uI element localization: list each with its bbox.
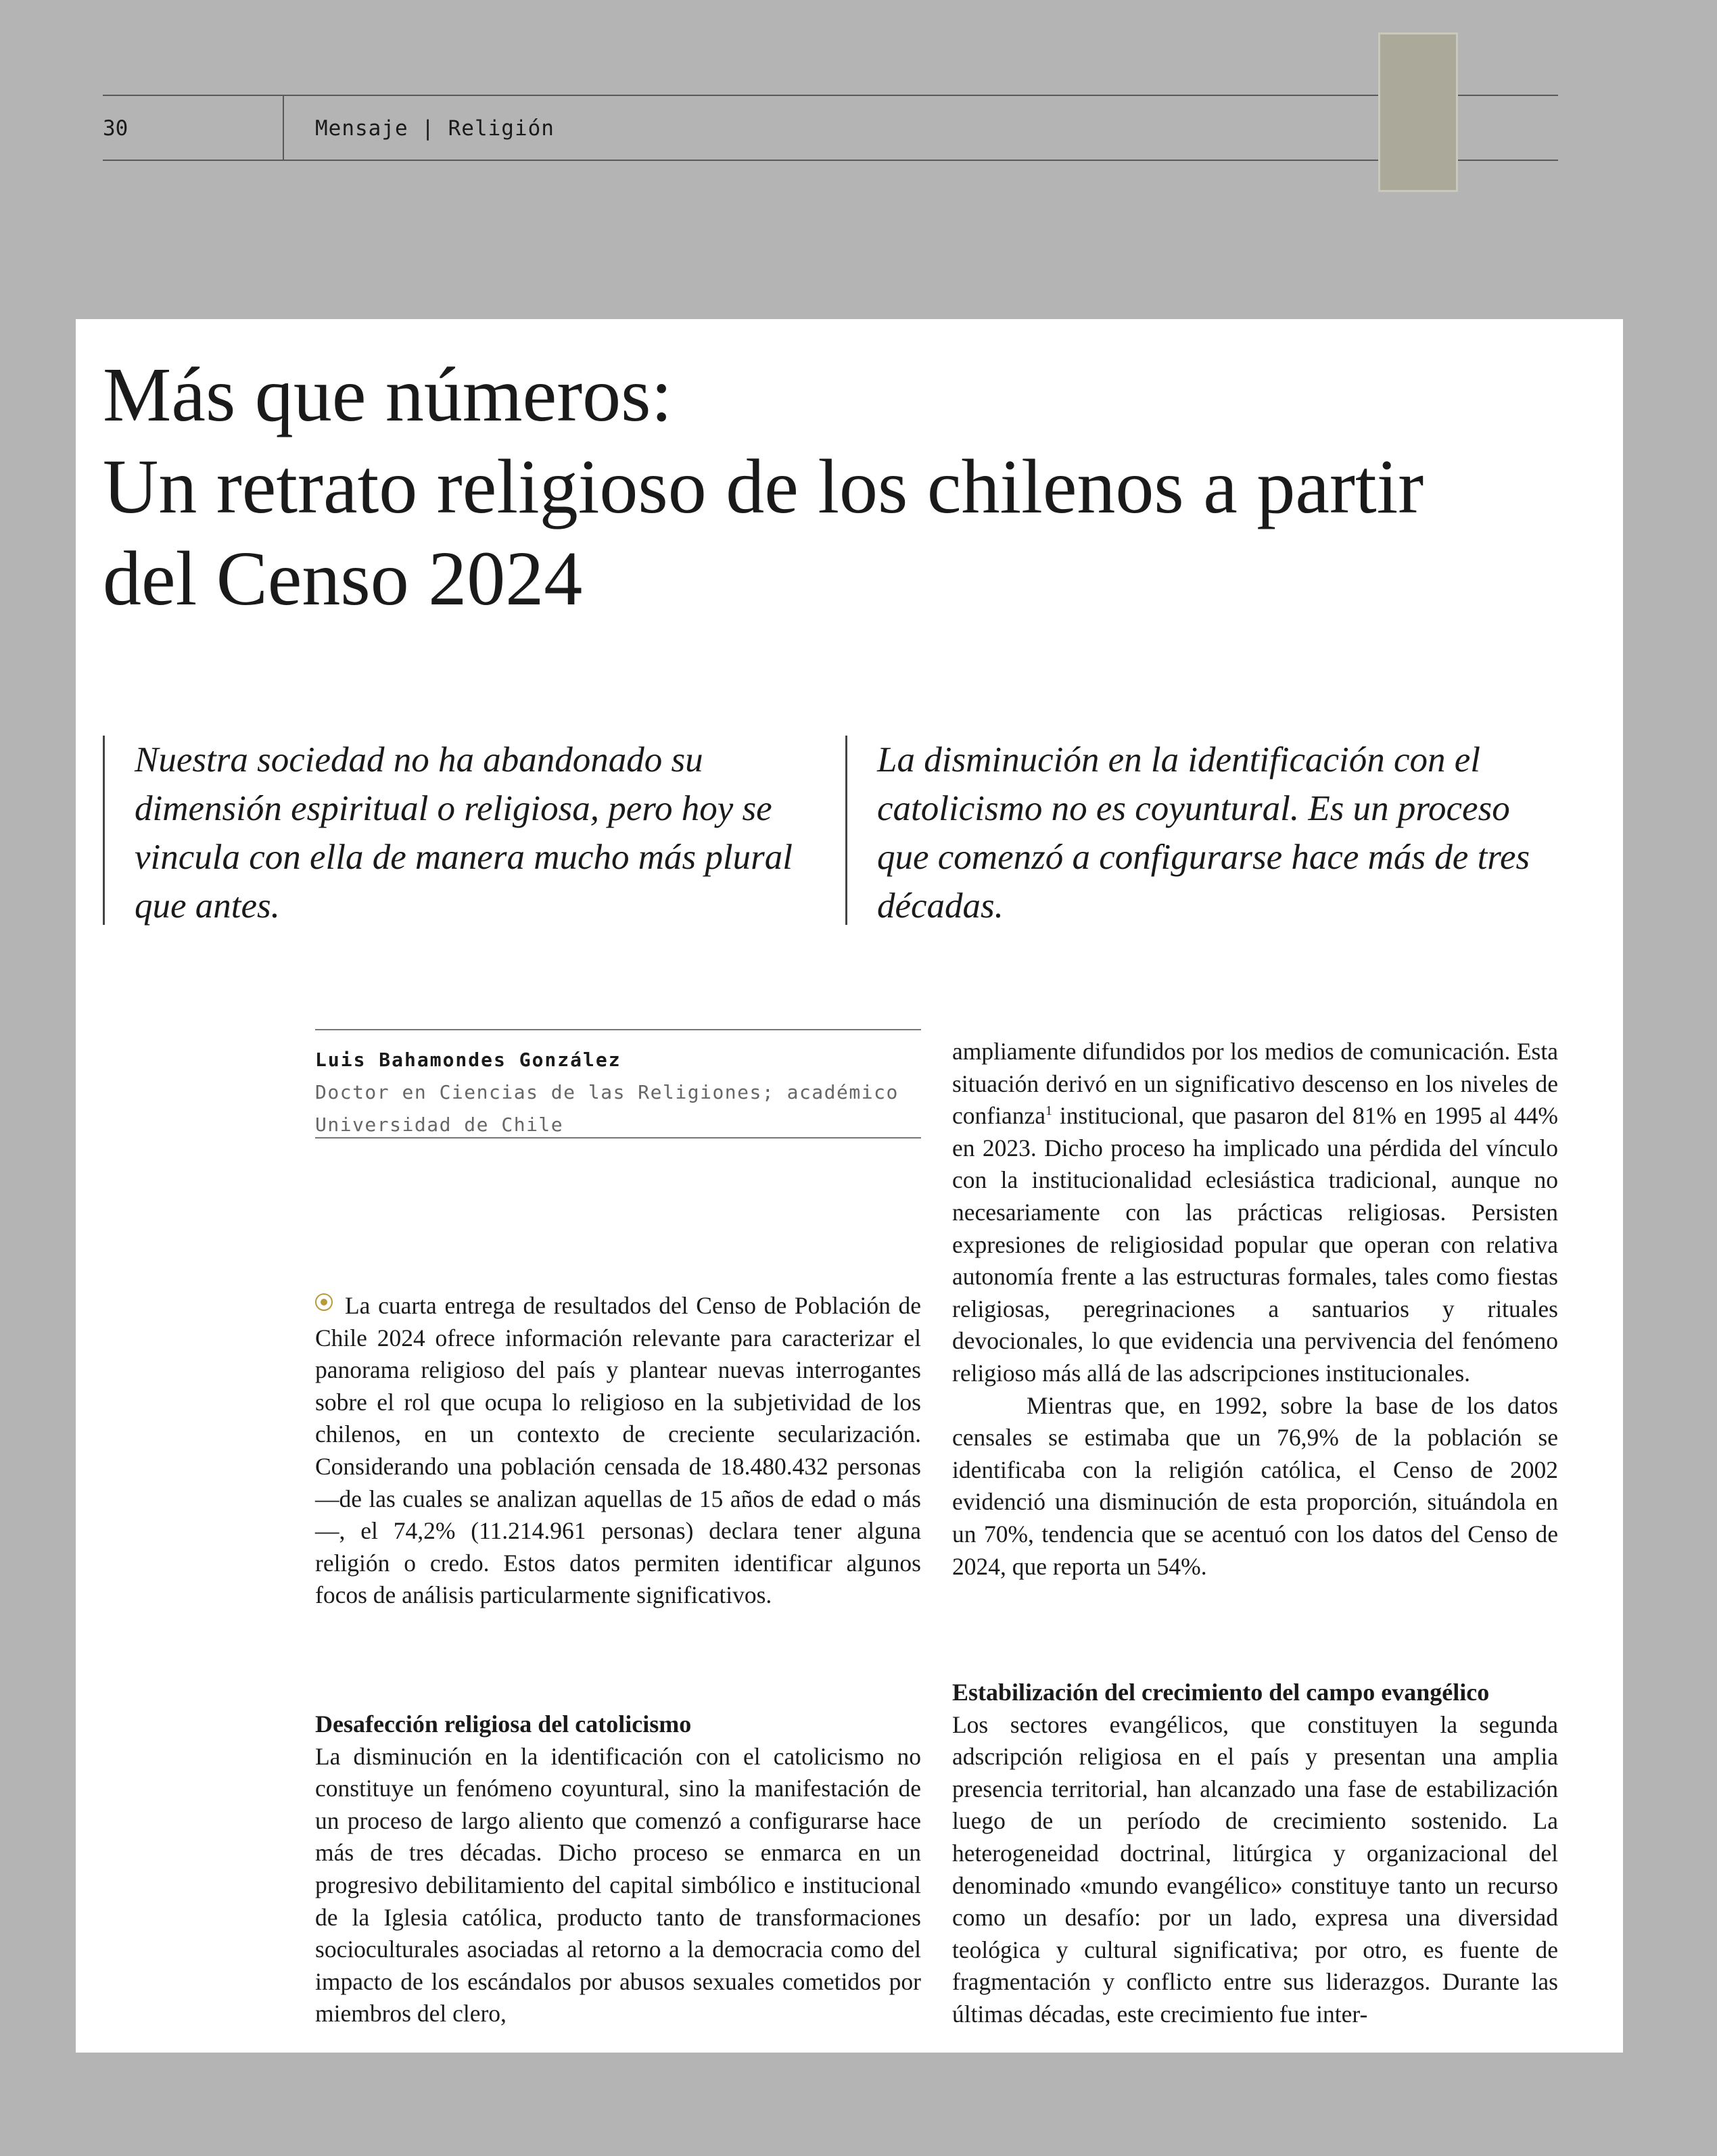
title-line: Un retrato religioso de los chilenos a partir [103,444,1424,529]
header-divider [283,95,284,161]
header-rule-top [103,95,1558,96]
column-right-section [952,1677,1558,2031]
column-right [952,1036,1558,1583]
title-line: del Censo 2024 [103,535,583,621]
pull-quote-right: La disminución en la identificación con el catolicismo no es coyuntural. Es un proceso que comenzó a configurarse hace más de tres décadas. [845,736,1569,925]
article-title [103,349,1591,625]
running-head: Mensaje | Religión [315,116,555,141]
section-heading-catholicism: Desafección religiosa del catolicismo [315,1710,692,1738]
body-paragraph: Mientras que, en 1992, sobre la base de los datos censales se estimaba que un 76,9% de la población se identificaba con la religión católica, el Censo de 2002 evidenció una disminución de esta proporción, situándola en un 70%, tendencia que se acentuó con los datos del Censo de 2024, que reporta un 54%. [952,1391,1558,1580]
section-text-catholicism: La disminución en la identificación con el catolicismo no constituye un fenómeno coyuntural, sino la manifestación de un proceso de largo aliento que comenzó a configurarse hace más de tres décadas. Dicho proceso se enmarca en un progresivo debilitamiento del capital simbólico e institucional de la Iglesia católica, producto tanto de transformaciones socioculturales asociadas al retorno a la democracia como del impacto de los escándalos por abusos sexuales cometidos por miembros del clero, [315,1742,921,2028]
section-text-evangelical: Los sectores evangélicos, que constituyen la segunda adscripción religiosa en el país y presentan una amplia presencia territorial, han alcanzado una fase de estabilización luego de un período de crecimiento sostenido. La heterogeneidad doctrinal, litúrgica y organizacional del denominado «mundo evangélico» constituye tanto un recurso como un desafío: por un lado, expresa una diversidad teológica y cultural significativa; por otro, es fuente de fragmentación y conflicto entre sus liderazgos. Durante las últimas décadas, este crecimiento fue inter- [952,1710,1558,2028]
body-paragraph [952,1036,1558,1390]
body-text: ampliamente difundidos por los medios de comunicación. Esta situación derivó en un significativo descenso en los niveles de confianza [952,1038,1558,1130]
column-left-intro [315,1290,921,1612]
author-institution: Universidad de Chile [315,1113,564,1136]
intro-paragraph [315,1290,921,1612]
author-name: Luis Bahamondes González [315,1049,621,1071]
column-left-section [315,1708,921,2030]
footnote-mark[interactable]: 1 [1045,1103,1052,1119]
section-heading-evangelical: Estabilización del crecimiento del campo evangélico [952,1679,1490,1706]
page-number: 30 [103,116,128,141]
title-line: Más que números: [103,352,673,437]
section-tab-marker [1378,32,1458,192]
pull-quote-left: Nuestra sociedad no ha abandonado su dimensión espiritual o religiosa, pero hoy se vincula con ella de manera mucho más plural que antes. [103,736,826,925]
body-text: institucional, que pasaron del 81% en 1995 al 44% en 2023. Dicho proceso ha implicado una pérdida del vínculo con la institucionalidad eclesiástica tradicional, aunque no necesariamente con las prácticas religiosas. Persisten expresiones de religiosidad popular que operan con relativa autonomía frente a las estructuras formales, tales como fiestas religiosas, peregrinaciones a santuarios y rituales devocionales, lo que evidencia una pervivencia del fenómeno religioso más allá de las adscripciones institucionales. [952,1102,1558,1387]
ornament-icon [315,1293,333,1311]
byline [315,1029,921,1139]
author-affiliation: Doctor en Ciencias de las Religiones; académico [315,1081,899,1103]
header-rule-bottom [103,160,1558,161]
intro-text: La cuarta entrega de resultados del Censo de Población de Chile 2024 ofrece información relevante para caracterizar el panorama religioso del país y plantear nuevas interrogantes sobre el rol que ocupa lo religioso en la subjetividad de los chilenos, en un contexto de creciente secularización. Considerando una población censada de 18.480.432 personas —de las cuales se analizan aquellas de 15 años de edad o más—, el 74,2% (11.214.961 personas) declara tener alguna religión o credo. Estos datos permiten identificar algunos focos de análisis particularmente significativos. [315,1292,921,1609]
